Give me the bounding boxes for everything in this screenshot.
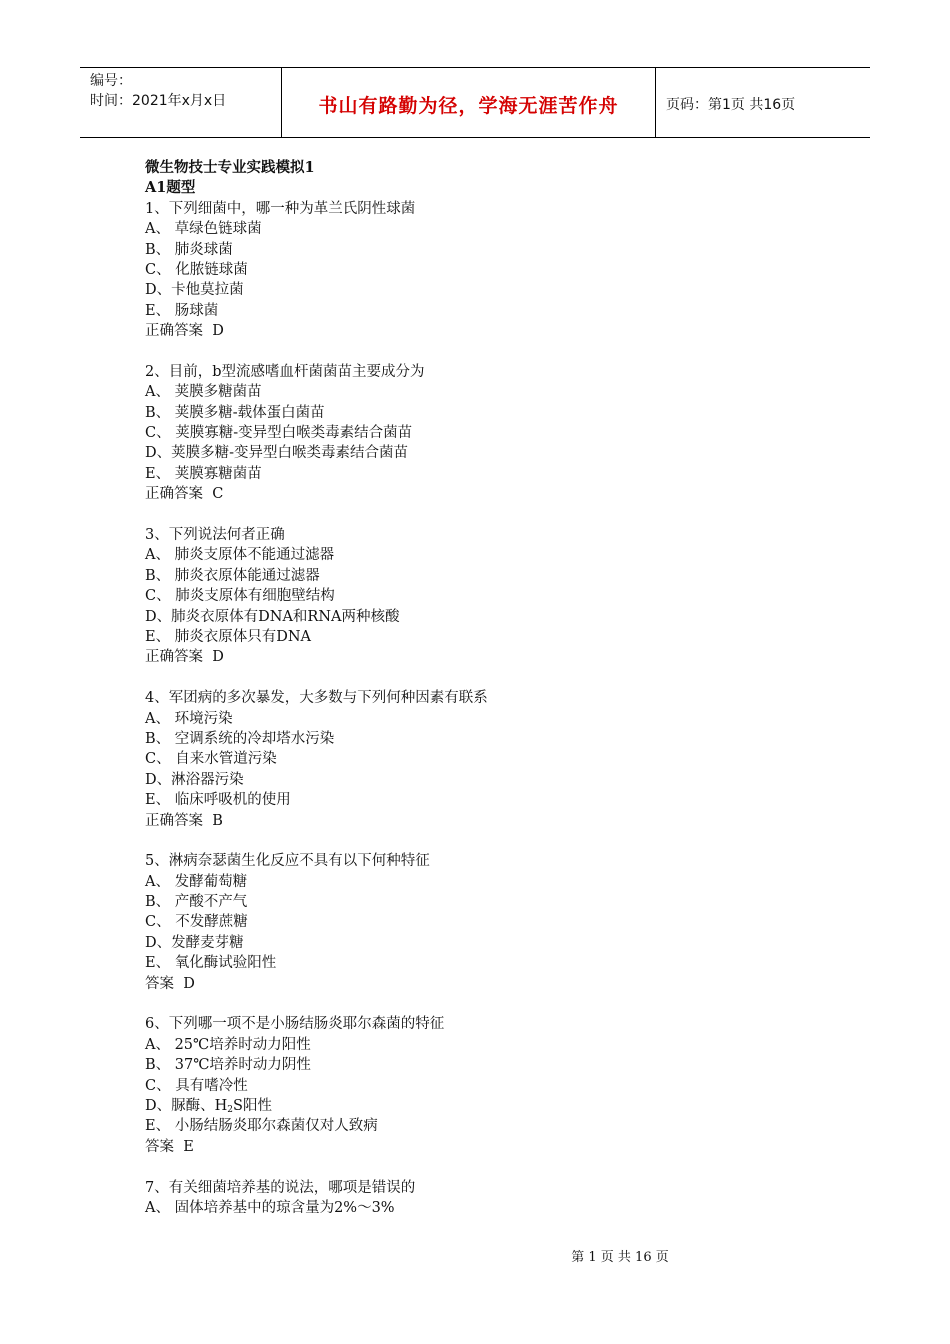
question-option: D、荚膜多糖-变异型白喉类毒素结合菌苗 [145,445,409,462]
question-option: E、 临床呼吸机的使用 [145,792,291,809]
question-option: A、 环境污染 [145,710,233,727]
question-option: A、 发酵葡萄糖 [145,873,248,890]
question-stem: 4、军团病的多次暴发，大多数与下列何种因素有联系 [145,690,488,707]
document-body [145,158,845,1218]
question-option: B、 产酸不产气 [145,894,248,911]
question-option: B、 肺炎球菌 [145,241,233,258]
question-option: E、 小肠结肠炎耶尔森菌仅对人致病 [145,1118,378,1135]
question-option: E、 氧化酶试验阳性 [145,955,277,972]
question-option: D、脲酶、$H_2S$阳性 [145,1097,272,1115]
question-option: C、 荚膜寡糖-变异型白喉类毒素结合菌苗 [145,425,413,442]
question-option: C、 具有嗜冷性 [145,1077,248,1094]
question-spacer [145,1157,845,1177]
question-stem: 3、下列说法何者正确 [145,527,285,544]
section-heading: A1题型 [145,179,196,197]
question-block [145,525,845,688]
doc-title: 微生物技士专业实践模拟1 [145,159,315,176]
page-info: 页码：第1页 共16页 [666,97,796,113]
header-motto-cell [282,68,656,137]
header-meta [80,68,282,137]
header-page-info-cell [656,68,870,137]
question-stem: 5、淋病奈瑟菌生化反应不具有以下何种特征 [145,853,430,870]
question-answer: 正确答案 B [145,812,223,829]
question-option: B、 37℃培养时动力阴性 [145,1057,311,1074]
question-list [145,199,845,1219]
question-option: E、 肠球菌 [145,302,219,319]
question-stem: 2、目前，b型流感嗜血杆菌菌苗主要成分为 [145,363,425,380]
question-answer: 正确答案 D [145,323,224,340]
page-footer: 第 1 页 共 16 页 [571,1250,669,1265]
time-label: 时间：2021年x月x日 [90,93,227,109]
question-option: A、 荚膜多糖菌苗 [145,384,262,401]
question-option: A、 草绿色链球菌 [145,221,262,238]
question-spacer [145,342,845,362]
question-spacer [145,668,845,688]
question-stem: 1、下列细菌中，哪一种为革兰氏阴性球菌 [145,200,416,217]
motto: 书山有路勤为径，学海无涯苦作舟 [318,95,619,117]
question-stem: 7、有关细菌培养基的说法，哪项是错误的 [145,1179,416,1196]
question-option: D、卡他莫拉菌 [145,282,244,299]
question-stem: 6、下列哪一项不是小肠结肠炎耶尔森菌的特征 [145,1016,445,1033]
question-answer: 正确答案 D [145,649,224,666]
question-option: C、 自来水管道污染 [145,751,277,768]
question-block [145,688,845,851]
question-block [145,362,845,525]
question-option: D、肺炎衣原体有DNA和RNA两种核酸 [145,608,400,625]
question-spacer [145,831,845,851]
question-spacer [145,994,845,1014]
question-answer: 正确答案 C [145,486,224,503]
page-header [80,67,870,138]
question-option: B、 肺炎衣原体能通过滤器 [145,567,320,584]
question-option: C、 化脓链球菌 [145,261,248,278]
question-option: B、 荚膜多糖-载体蛋白菌苗 [145,404,325,421]
number-label: 编号： [90,73,132,89]
question-option: D、发酵麦芽糖 [145,934,244,951]
question-block [145,1178,845,1219]
question-block [145,851,845,1014]
question-block [145,199,845,362]
question-option: C、 肺炎支原体有细胞壁结构 [145,588,335,605]
question-option: A、 25℃培养时动力阳性 [145,1036,311,1053]
question-answer: 答案 E [145,1138,194,1155]
question-answer: 答案 D [145,975,195,992]
question-option: E、 肺炎衣原体只有DNA [145,628,311,645]
question-option: C、 不发酵蔗糖 [145,914,248,931]
question-option: E、 荚膜寡糖菌苗 [145,465,262,482]
question-block [145,1014,845,1177]
question-option: A、 肺炎支原体不能通过滤器 [145,547,335,564]
question-spacer [145,505,845,525]
question-option: B、 空调系统的冷却塔水污染 [145,730,335,747]
question-option: D、淋浴器污染 [145,771,244,788]
question-option: A、 固体培养基中的琼含量为2%～3% [145,1199,395,1216]
